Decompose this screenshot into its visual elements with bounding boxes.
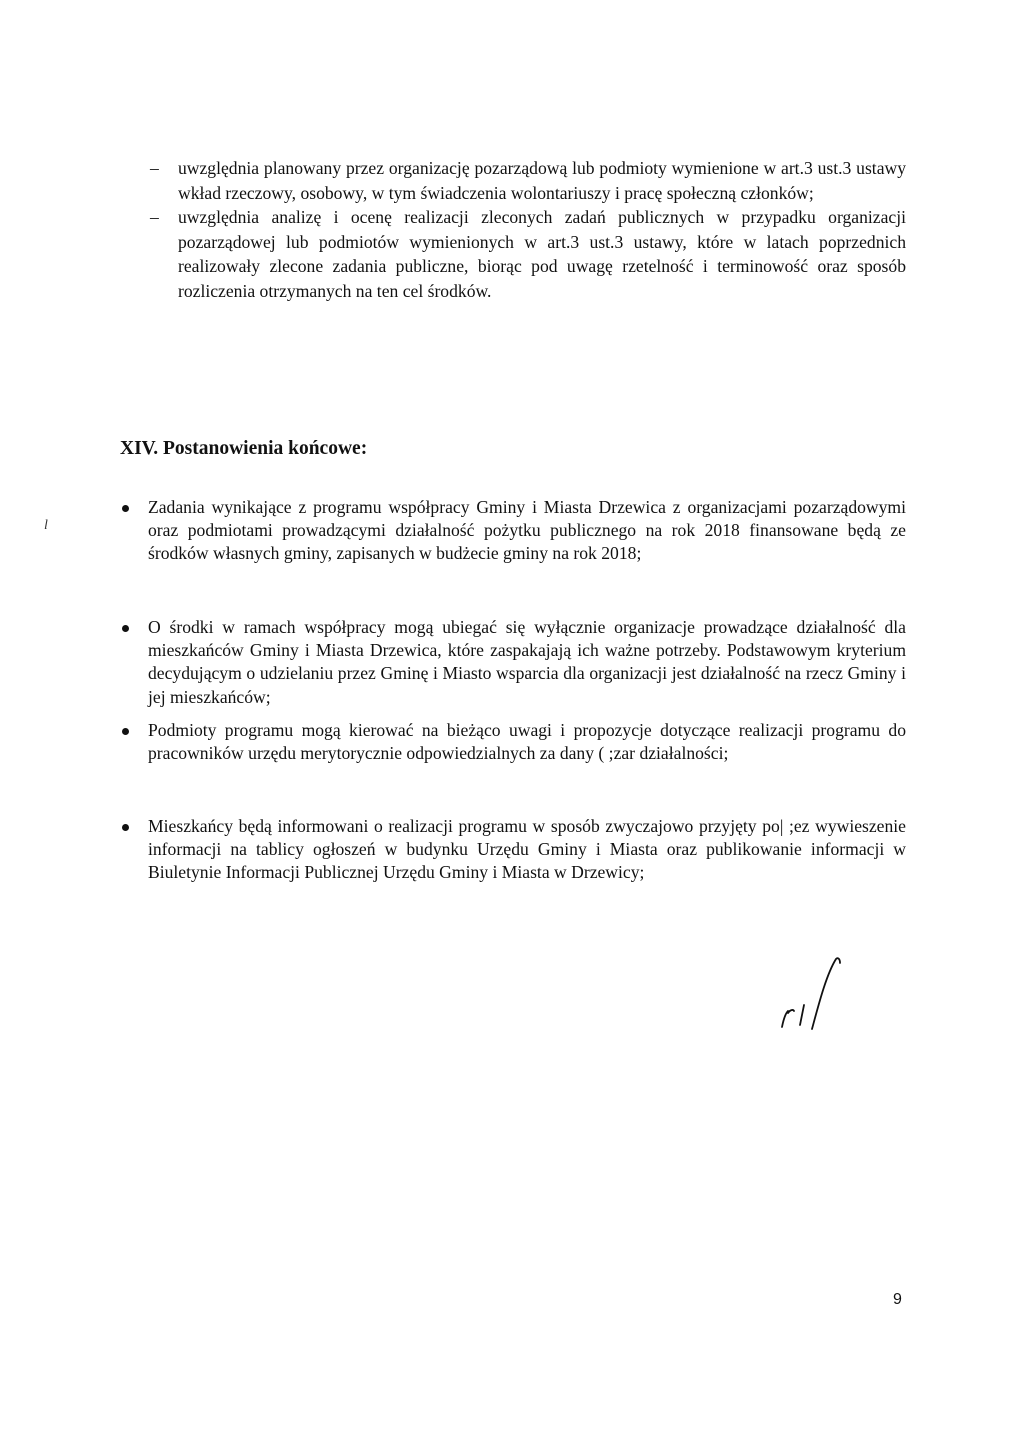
dash-item-text: uwzględnia planowany przez organizację pozarządową lub podmioty wymienione w art.3 ust.3 ustawy wkład rzeczowy, osobowy, w tym świadczenia wolontariuszy i pracę społeczną członków; (178, 158, 906, 203)
dash-list-item (150, 156, 906, 205)
bullet-item-text: Podmioty programu mogą kierować na bieżąco uwagi i propozycje dotyczące realizacji programu do pracowników urzędu merytorycznie odpowiedzialnych za dany ( ;zar działalności; (148, 720, 906, 764)
bullet-dot-icon (122, 505, 129, 512)
dash-list-item (150, 205, 906, 303)
page-number: 9 (893, 1291, 902, 1308)
evaluation-criteria-list (150, 156, 906, 304)
dash-marker: – (150, 207, 159, 228)
bullet-item-text: O środki w ramach współpracy mogą ubiegać się wyłącznie organizacje prowadzące działalność dla mieszkańców Gminy i Miasta Drzewica, które zaspakajają ich ważne potrzeby. Podstawowym kryterium decydującym o udzielaniu przez Gminę i Miasto wsparcia dla organizacji jest działalność na rzecz Gminy i jej mieszkańców; (148, 617, 906, 707)
bullet-item-text: Zadania wynikające z programu współpracy Gminy i Miasta Drzewica z organizacjami pozarządowymi oraz podmiotami prowadzącymi działalność pożytku publicznego na rok 2018 finansowane będą ze środków własnych gminy, zapisanych w budżecie gminy na rok 2018; (148, 497, 906, 564)
dash-item-text: uwzględnia analizę i ocenę realizacji zleconych zadań publicznych w przypadku organizacji pozarządowej lub podmiotów wymienionych w art.3 ust.3 ustawy, które w latach poprzednich realizowały zlecone zadania publiczne, biorąc pod uwagę rzetelność i terminowość oraz sposób rozliczenia otrzymanych na ten cel środków. (178, 207, 906, 301)
bullet-dot-icon (122, 625, 129, 632)
section-title: XIV. Postanowienia końcowe: (120, 438, 368, 459)
dash-marker: – (150, 158, 159, 178)
bullet-list-item (120, 719, 906, 765)
bullet-list-item (120, 496, 906, 566)
bullet-dot-icon (122, 824, 129, 831)
bullet-list-item (120, 815, 906, 885)
bullet-list-item (120, 616, 906, 709)
bullet-item-text: Mieszkańcy będą informowani o realizacji programu w sposób zwyczajowo przyjęty po| ;ez wywieszenie informacji na tablicy ogłoszeń w budynku Urzędu Gminy i Miasta oraz publikowanie informacji w Biuletynie Informacji Publicznej Urzędu Gminy i Miasta w Drzewicy; (148, 816, 906, 883)
margin-mark: l (44, 518, 48, 533)
bullet-dot-icon (122, 728, 129, 735)
signature-mark (774, 955, 884, 1035)
